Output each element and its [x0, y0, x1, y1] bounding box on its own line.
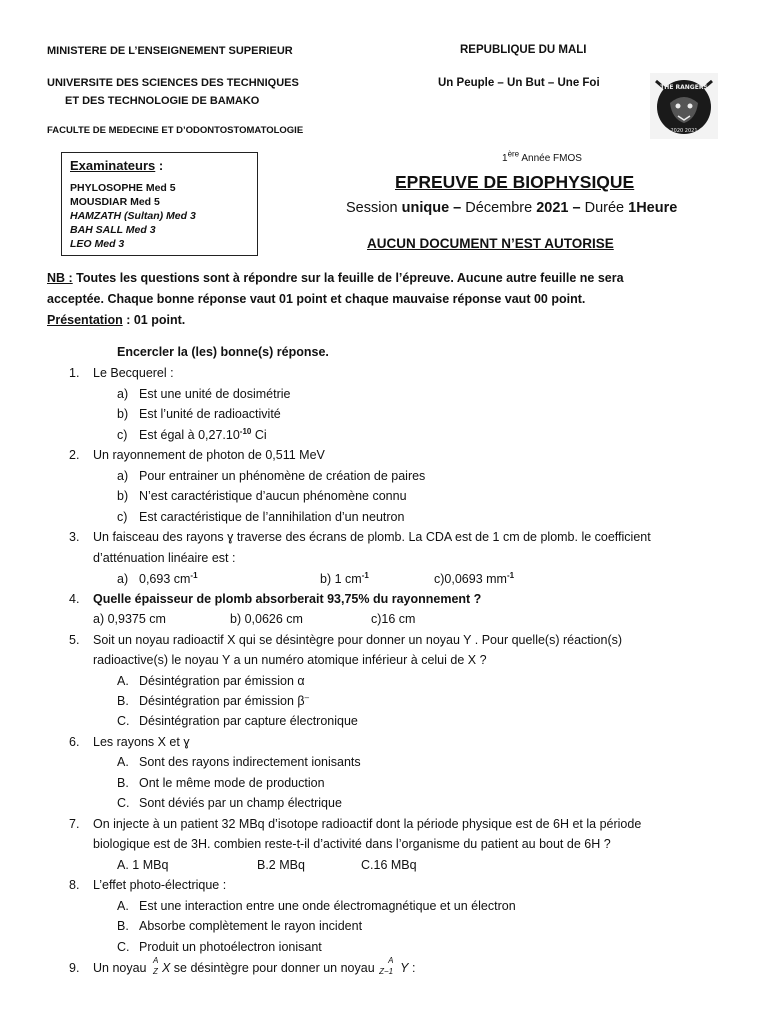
q3-opt-c[interactable]: c)0,0693 $mm^{-1}$: [434, 570, 515, 586]
q6-opt-a-label[interactable]: A.: [117, 755, 129, 769]
nb-line1: NB : Toutes les questions sont à répondre sur la feuille de l’épreuve. Aucune autre feuille ne sera: [47, 271, 624, 285]
no-documents-notice: AUCUN DOCUMENT N’EST AUTORISE: [367, 236, 614, 251]
university-line1: UNIVERSITE DES SCIENCES DES TECHNIQUES: [47, 77, 299, 89]
q8-opt-b[interactable]: Absorbe complètement le rayon incident: [139, 919, 363, 933]
q4-text: Quelle épaisseur de plomb absorberait 93,75% du rayonnement ?: [93, 592, 482, 606]
q4-opt-a[interactable]: a) 0,9375 cm: [93, 612, 166, 626]
q1-opt-c-label[interactable]: c): [117, 428, 128, 442]
ministry-heading: MINISTERE DE L’ENSEIGNEMENT SUPERIEUR: [47, 45, 293, 57]
q2-opt-c[interactable]: Est caractéristique de l’annihilation d’un neutron: [139, 510, 405, 524]
examiner-4: BAH SALL Med 3: [70, 224, 156, 236]
q6-opt-b[interactable]: Ont le même mode de production: [139, 776, 325, 790]
q5-opt-a[interactable]: Désintégration par émission α: [139, 674, 305, 688]
q1-text: Le Becquerel :: [93, 366, 174, 380]
q2-opt-b-label[interactable]: b): [117, 489, 129, 503]
q8-opt-c[interactable]: Produit un photoélectron ionisant: [139, 940, 322, 954]
examiner-5: LEO Med 3: [70, 238, 125, 250]
q5-text-line1: Soit un noyau radioactif X qui se désintègre pour donner un noyau Y . Pour quelle(s) réaction(s): [93, 633, 623, 647]
svg-text:THE RANGERS: THE RANGERS: [660, 84, 708, 91]
examiners-box: [61, 152, 258, 256]
examiner-2: MOUSDIAR Med 5: [70, 196, 160, 208]
q8-text: L’effet photo-électrique :: [93, 878, 227, 892]
faculty-heading: FACULTE DE MEDECINE ET D’ODONTOSTOMATOLOGIE: [47, 125, 304, 136]
session-line: Session unique – Décembre 2021 – Durée 1Heure: [346, 200, 678, 216]
q1-number: 1.: [69, 366, 80, 380]
year-label: 1ère Année FMOS: [502, 149, 582, 164]
q1-opt-b[interactable]: Est l’unité de radioactivité: [139, 407, 281, 421]
q8-opt-a[interactable]: Est une interaction entre une onde électromagnétique et un électron: [139, 899, 516, 913]
q4-opt-b[interactable]: b) 0,0626 cm: [230, 612, 303, 626]
q2-opt-b[interactable]: N’est caractéristique d’aucun phénomène connu: [139, 489, 407, 503]
q2-opt-a-label[interactable]: a): [117, 469, 129, 483]
q2-opt-a[interactable]: Pour entrainer un phénomène de création de paires: [139, 469, 426, 483]
q2-opt-c-label[interactable]: c): [117, 510, 128, 524]
q8-opt-c-label[interactable]: C.: [117, 940, 130, 954]
q5-opt-b-label[interactable]: B.: [117, 694, 129, 708]
instruction: Encercler la (les) bonne(s) réponse.: [117, 345, 329, 359]
q3-opt-b[interactable]: b) 1 $cm^{-1}$: [320, 570, 369, 586]
q7-text-line1: On injecte à un patient 32 MBq d’isotope radioactif dont la période physique est de 6H et la période: [93, 817, 642, 831]
q5-number: 5.: [69, 633, 80, 647]
q5-opt-c-label[interactable]: C.: [117, 714, 130, 728]
q1-opt-c[interactable]: Est égal à $0,27.10^{-10}$ Ci: [139, 426, 267, 442]
q3-opt-a[interactable]: 0,693 $cm^{-1}$: [139, 570, 198, 586]
svg-text:2020 2021: 2020 2021: [670, 128, 698, 134]
q1-opt-a-label[interactable]: a): [117, 387, 129, 401]
q7-text-line2: biologique est de 3H. combien reste-t-il d’activité dans l’organisme du patient au bout de 6H ?: [93, 837, 611, 851]
q3-number: 3.: [69, 530, 80, 544]
q5-text-line2: radioactive(s) le noyau Y a un numéro atomique inférieur à celui de X ?: [93, 653, 487, 667]
q9-nuclide-y: A Z−1: [379, 955, 394, 976]
q4-opt-c[interactable]: c)16 cm: [371, 612, 416, 626]
q8-opt-b-label[interactable]: B.: [117, 919, 129, 933]
presentation-line: Présentation : 01 point.: [47, 313, 186, 327]
rangers-logo: [650, 73, 718, 139]
q7-opt-a[interactable]: A. 1 MBq: [117, 858, 169, 872]
q3-opt-a-label[interactable]: a): [117, 572, 129, 586]
q3-text-line1: Un faisceau des rayons ɣ traverse des écrans de plomb. La CDA est de 1 cm de plomb. le coefficient: [93, 530, 651, 544]
republic-heading: REPUBLIQUE DU MALI: [460, 44, 587, 56]
q1-opt-b-label[interactable]: b): [117, 407, 129, 421]
q9-number: 9.: [69, 961, 80, 975]
university-line2: ET DES TECHNOLOGIE DE BAMAKO: [65, 95, 260, 107]
q6-opt-c[interactable]: Sont déviés par un champ électrique: [139, 796, 342, 810]
q8-number: 8.: [69, 878, 80, 892]
examiners-title: Examinateurs :: [70, 158, 164, 173]
q6-opt-a[interactable]: Sont des rayons indirectement ionisants: [139, 755, 361, 769]
q9-nuclide-x: A Z: [152, 955, 159, 976]
q5-opt-c[interactable]: Désintégration par capture électronique: [139, 714, 358, 728]
q2-text: Un rayonnement de photon de 0,511 MeV: [93, 448, 325, 462]
q6-number: 6.: [69, 735, 80, 749]
q8-opt-a-label[interactable]: A.: [117, 899, 129, 913]
q3-text-line2: d’atténuation linéaire est :: [93, 551, 236, 565]
q6-opt-c-label[interactable]: C.: [117, 796, 130, 810]
nb-line2: acceptée. Chaque bonne réponse vaut 01 point et chaque mauvaise réponse vaut 00 point.: [47, 292, 586, 306]
examiner-1: PHYLOSOPHE Med 5: [70, 182, 176, 194]
q6-opt-b-label[interactable]: B.: [117, 776, 129, 790]
q5-opt-a-label[interactable]: A.: [117, 674, 129, 688]
exam-title: EPREUVE DE BIOPHYSIQUE: [395, 172, 635, 192]
q1-opt-a[interactable]: Est une unité de dosimétrie: [139, 387, 291, 401]
q6-text: Les rayons X et ɣ: [93, 735, 190, 749]
motto: Un Peuple – Un But – Une Foi: [438, 77, 600, 89]
examiner-3: HAMZATH (Sultan) Med 3: [70, 210, 196, 222]
q5-opt-b[interactable]: Désintégration par émission β–: [139, 692, 310, 708]
q7-opt-b[interactable]: B.2 MBq: [257, 858, 305, 872]
q9-text: Un noyau A Z X se désintègre pour donner un noyau A Z−1 Y :: [93, 955, 416, 976]
q7-opt-c[interactable]: C.16 MBq: [361, 858, 417, 872]
q7-number: 7.: [69, 817, 80, 831]
q2-number: 2.: [69, 448, 80, 462]
q4-number: 4.: [69, 592, 80, 606]
